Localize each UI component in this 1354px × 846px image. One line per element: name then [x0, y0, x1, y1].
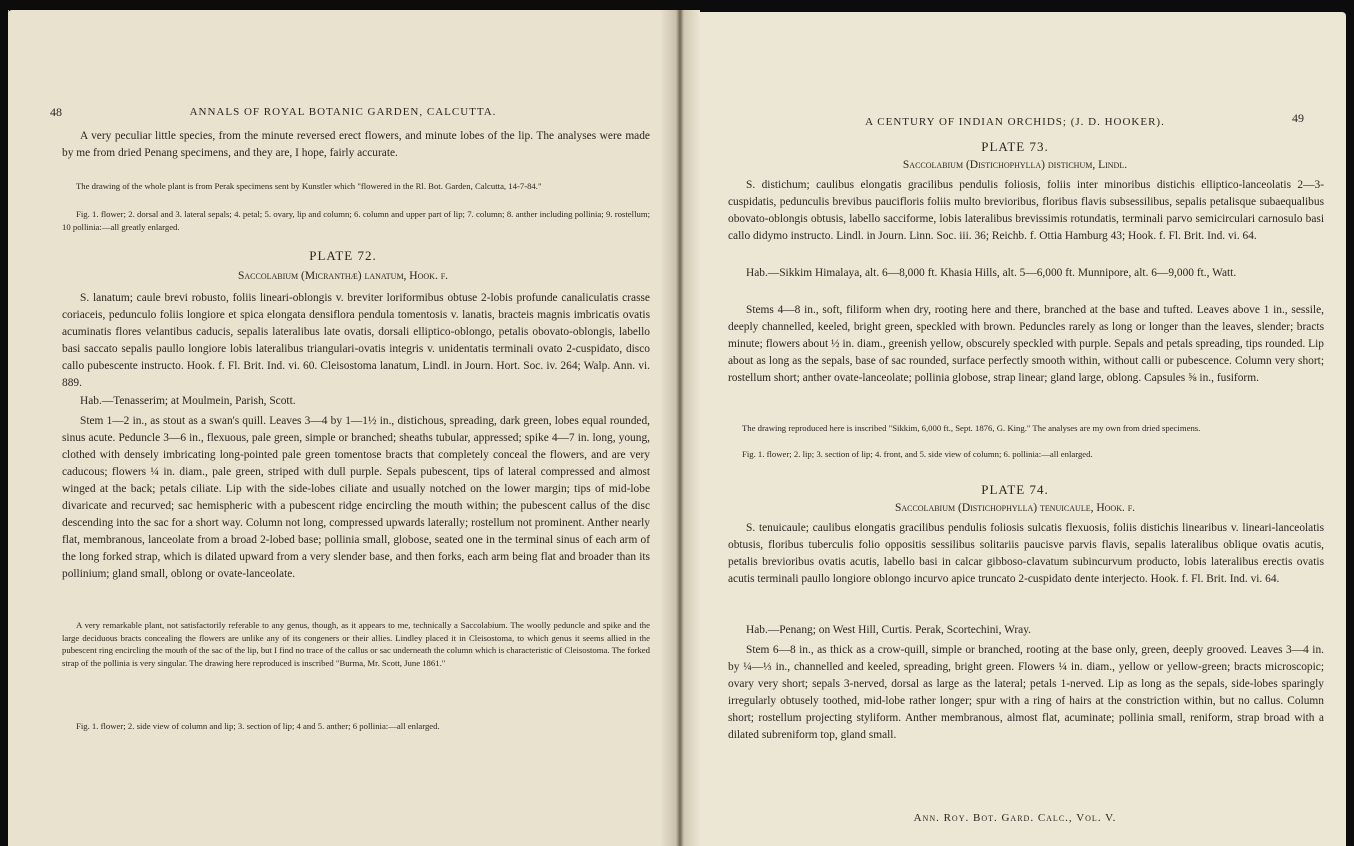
page-footer: Ann. Roy. Bot. Gard. Calc., Vol. V.: [913, 812, 1117, 824]
plate-73-subtitle: Saccolabium (Distichophylla) distichum, Lindl.: [902, 159, 1128, 171]
plate-74-description: Stem 6—8 in., as thick as a crow-quill, simple or branched, rooting at the base only, green, deeply grooved. Leaves 3—4 in. by ¼—⅓ in., channelled and keeled, spreading, bright green. Flowers ¼ in. diam., yellow or yellow-green; bracts microscopic; ovary very short; sepals 3-nerved, dorsal as large as the lateral; petals 1-nerved. Lip as long as the sepals, side-lobes sparingly irregularly obtusely toothed, mid-lobe rather longer; spur with a ring of hairs at the constriction within, but no callus. Column short; rostellum projecting styliform. Anther membranous, almost flat, acuminate; pollinia small, reniform, strap broad with a dilated subreniform top, gland small.: [728, 644, 1324, 741]
plate-73-habitat: Hab.—Sikkim Himalaya, alt. 6—8,000 ft. Khasia Hills, alt. 5—6,000 ft. Munnipore, alt. 6—9,000 ft., Watt.: [746, 267, 1237, 279]
plate-74-subtitle: Saccolabium (Distichophylla) tenuicaule, Hook. f.: [894, 502, 1136, 514]
plate-72-remark: A very remarkable plant, not satisfactorily referable to any genus, though, as it appears to me, technically a Saccolabium. The woolly peduncle and spike and the large deciduous bracts concealing the flowers are unlike any of its congeners or their allies. Lindley placed it in Cleisostoma, to which genus it seems allied in the pubescent ring encircling the mouth of the sac of the lip, but I find no trace of the callus or sac underneath the column which is characteristic of Cleisostoma. The forked strap of the pollinia is very singular. The drawing here reproduced is inscribed "Burma, Mr. Scott, June 1861.": [62, 620, 650, 668]
running-head-left: ANNALS OF ROYAL BOTANIC GARDEN, CALCUTTA.: [189, 106, 497, 118]
plate-72-title: PLATE 72.: [309, 248, 377, 263]
plate-73-latin: S. distichum; caulibus elongatis gracilibus pendulis foliosis, foliis inter minoribus distichis elliptico-lanceolatis 2—3-cuspidatis, pedunculis brevibus paucifloris foliis multo brevioribus, floribus flavis subsessilibus, sepalis petalisque subaequalibus obovato-oblongis obtusis, labello sacciforme, lobis lateralibus brevissimis rotundatis, terminali parvo semicirculari carnosulo basi callo didymo instructo. Lindl. in Journ. Linn. Soc. iii. 36; Reichb. f. Ottia Hamburg 43; Hook. f. Fl. Brit. Ind. vi. 64.: [728, 179, 1324, 242]
figure-caption-2: Fig. 1. flower; 2. side view of column and lip; 3. section of lip; 4 and 5. anther; 6 pollinia:—all enlarged.: [76, 721, 440, 731]
drawing-note: The drawing of the whole plant is from Perak specimens sent by Kunstler which "flowered in the Rl. Bot. Garden, Calcutta, 14-7-84.": [76, 181, 542, 191]
plate-73-figure-caption: Fig. 1. flower; 2. lip; 3. section of lip; 4. front, and 5. side view of column; 6. pollinia:—all enlarged.: [742, 449, 1093, 459]
plate-74-title: PLATE 74.: [981, 482, 1049, 497]
plate-72-description: Stem 1—2 in., as stout as a swan's quill. Leaves 3—4 by 1—1½ in., distichous, spreading, dark green, lobes equal rounded, sinus acute. Peduncle 3—6 in., flexuous, pale green, simple or branched; sheaths tubular, appressed; spike 4—7 in. long, young, clothed with densely imbricating long-pointed pale green tomentose bracts that completely conceal the flowers, and are very caducous; flowers ¼ in. diam., pale green, striped with dull purple. Sepals pubescent, tips of lateral compressed and almost winged at the back; petals ciliate. Lip with the side-lobes ciliate and usually notched on the lower margin; tips of mid-lobe divaricate and recurved; sac hemispheric with a pubescent ridge encircling the mouth within; the pubescent callus of the disc descending into the sac for a short way. Column not long, compressed upwards laterally; rostellum not prominent. Anther nearly flat, membranous, lanceolate from a broad 2-lobed base; pollinia small, globose, seated one in the terminal sinus of each arm of the long forked strap, which is dilated upward from a very slender base, and then forks, each arm being flat and broader than its pollinium; gland small, oblong or ovate-lanceolate.: [62, 415, 650, 580]
plate-73-title: PLATE 73.: [981, 139, 1049, 154]
page-number-left: 48: [50, 105, 62, 119]
book-gutter: [660, 10, 700, 846]
page-number-right: 49: [1292, 111, 1304, 125]
running-head-right: A CENTURY OF INDIAN ORCHIDS; (J. D. HOOKER).: [865, 116, 1165, 128]
plate-73-description: Stems 4—8 in., soft, filiform when dry, rooting here and there, branched at the base and tufted. Leaves above 1 in., sessile, deeply channelled, keeled, bright green, speckled with brown. Peduncles rarely as long or longer than the leaves, slender; bracts minute; flowers about ½ in. diam., greenish yellow, obscurely speckled with purple. Sepals and petals spreading, tips rounded. Lip about as long as the sepals, base of sac rounded, surface perfectly smooth within, without calli or pubescence. Column very short; rostellum short; anther ovate-lanceolate; pollinia globose, strap linear; gland large, oblong. Capsules ⅝ in., fusiform.: [728, 304, 1324, 384]
intro-paragraph: A very peculiar little species, from the minute reversed erect flowers, and minute lobes of the lip. The analyses were made by me from dried Penang specimens, and they are, I hope, fairly accurate.: [62, 130, 650, 159]
plate-72-subtitle: Saccolabium (Micranthæ) lanatum, Hook. f.: [237, 270, 449, 282]
plate-72-habitat: Hab.—Tenasserim; at Moulmein, Parish, Scott.: [80, 395, 296, 407]
plate-73-note: The drawing reproduced here is inscribed "Sikkim, 6,000 ft., Sept. 1876, G. King." The analyses are my own from dried specimens.: [742, 423, 1201, 433]
figure-caption-1: Fig. 1. flower; 2. dorsal and 3. lateral sepals; 4. petal; 5. ovary, lip and column; 6. column and upper part of lip; 7. column; 8. anther including pollinia; 9. rostellum; 10 pollinia:—all greatly enlarged.: [62, 209, 650, 232]
right-page: [684, 12, 1346, 846]
plate-74-latin: S. tenuicaule; caulibus elongatis gracilibus pendulis foliosis sulcatis flexuosis, foliis distichis linearibus v. lineari-lanceolatis obtusis, floribus tuberculis folio oppositis sessilibus solitariis paucisve parvis flavis, sepalis lateralibus oblique ovatis acutis, petalis brevioribus ovatis acutis, labello basi in calcar gibboso-clavatum subincurvum producto, lobis lateralibus erectis ovatis acutis terminali paullo longiore oblongo incurvo apice truncato 2-cuspidato dente interjecto. Hook. f. Fl. Brit. Ind. vi. 64.: [728, 522, 1324, 585]
plate-72-latin: S. lanatum; caule brevi robusto, foliis lineari-oblongis v. breviter loriformibus obtuse 2-lobis profunde canaliculatis crasse coriaceis, pedunculo foliis longiore et spica elongata densiflora pendula tomentosis v. lanatis, bracteis magnis imbricatis ovatis acuminatis flores velantibus caducis, sepalis lateralibus late ovatis, dorsali elliptico-oblongo, petalis obovato-oblongis, labello basi saccato sepalis paullo longiore lobis lateralibus triangulari-ovatis integris v. unidentatis terminali ovato 2-cuspidato, disco callo pubescente instructo. Hook. f. Fl. Brit. Ind. vi. 60. Cleisostoma lanatum, Lindl. in Journ. Hort. Soc. iv. 264; Walp. Ann. vi. 889.: [62, 292, 650, 389]
plate-74-habitat: Hab.—Penang; on West Hill, Curtis. Perak, Scortechini, Wray.: [746, 624, 1032, 636]
left-page: [8, 10, 678, 846]
